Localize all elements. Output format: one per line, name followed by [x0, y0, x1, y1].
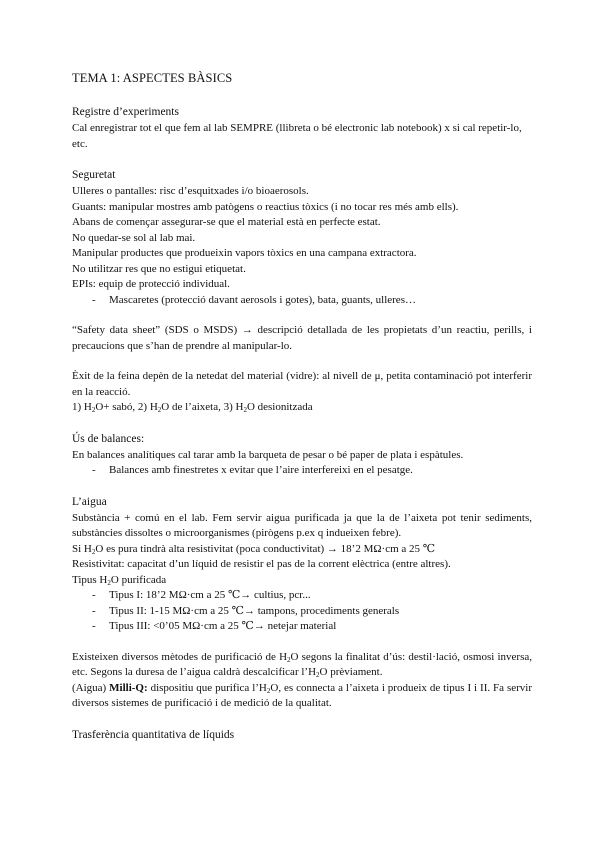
dash-bullet: - — [92, 620, 96, 632]
registre-text: Cal enregistrar tot el que fem al lab SEMPRE (llibreta o bé electronic lab notebook) x si cal repetir-lo, etc. — [72, 122, 522, 150]
dash-bullet: - — [92, 589, 96, 601]
aigua-types-heading: Tipus $H_2O$ purificada — [72, 573, 167, 587]
aigua-resistivity: Si $H_2O$ es pura tindrà alta resistivitat (poca conductivitat) → 18’2 MΩ·cm a 25 ℃ — [72, 542, 436, 556]
seguretat-line: No quedar-se sol al lab mai. — [72, 231, 196, 244]
heading-trasferencia: Trasferència quantitativa de líquids — [72, 728, 235, 741]
list-item — [72, 604, 532, 620]
dash-bullet: - — [92, 293, 96, 306]
heading-seguretat: Seguretat — [72, 169, 116, 181]
milliq-text: (Aigua) Milli-Q: dispositiu que purifica $l’H_2O$, es connecta a l’aixeta i produeix de tipus I i II. Fa servir diversos sistemes de purificació i de medició de la qualitat. — [72, 681, 532, 709]
list-item — [72, 293, 532, 309]
heading-registre: Registre d’experiments — [72, 106, 179, 118]
metodes-text: Existeixen diversos mètodes de purificació de $H_2O$ segons la finalitat d’ús: destil·lació, osmosi inversa, etc. Segons la duresa de l’aigua caldrà descalcificar $l’H_2O$ prèviament. — [72, 650, 532, 679]
exit-text: Èxit de la feina depèn de la netedat del material (vidre): al nivell de μ, petita contaminació pot interferir en la reacció. — [72, 370, 532, 398]
section-exit — [72, 369, 532, 416]
list-item-text: Mascaretes (protecció davant aerosols i gotes), bata, guants, ulleres… — [109, 293, 416, 306]
dash-bullet: - — [92, 604, 96, 617]
seguretat-line: Guants: manipular mostres amb patògens o reactius tòxics (i no tocar res més amb ells). — [72, 200, 459, 213]
section-trasferencia — [72, 727, 532, 743]
dash-bullet: - — [92, 464, 96, 476]
heading-aigua: L’aigua — [72, 495, 107, 508]
seguretat-line: EPIs: equip de protecció individual. — [72, 278, 230, 290]
section-aigua — [72, 494, 532, 635]
seguretat-line: Ulleres o pantalles: risc d’esquitxades i/o bioaerosols. — [72, 185, 309, 197]
balances-text: En balances analítiques cal tarar amb la barqueta de pesar o bé paper de plata i espàtules. — [72, 448, 464, 461]
list-item — [72, 619, 532, 635]
wash-steps: 1) $H_2O+$ sabó, 2) $H_2O$ de l’aixeta, 3) $H_2O$ desionitzada — [72, 401, 313, 414]
document-page — [72, 70, 532, 758]
list-item-text: Balances amb finestretes x evitar que l’aire interfereixi en el pesatge. — [109, 464, 413, 476]
list-item-text: Tipus I: 18’2 MΩ·cm a 25 ℃→ cultius, pcr... — [109, 589, 311, 601]
section-metodes — [72, 650, 532, 712]
section-seguretat — [72, 167, 532, 308]
sds-text: “Safety data sheet” (SDS o MSDS) → descripció detallada de les propietats d’un reactiu, perills, i precaucions que s’han de prendre al manipular-lo. — [72, 324, 532, 352]
section-registre — [72, 104, 532, 152]
section-sds — [72, 323, 532, 354]
seguretat-line: Manipular productes que produeixin vapors tòxics en una campana extractora. — [72, 247, 417, 259]
aigua-text: Substància + comú en el lab. Fem servir aigua purificada ja que la de l’aixeta pot tenir sediments, substàncies dissoltes o microorganismes (pirògens p.ex q indueixen febre). — [72, 511, 532, 539]
list-item — [72, 588, 532, 604]
seguretat-line: Abans de començar assegurar-se que el material està en perfecte estat. — [72, 216, 381, 228]
section-balances — [72, 431, 532, 479]
list-item — [72, 463, 532, 479]
seguretat-line: No utilitzar res que no estigui etiquetat. — [72, 262, 246, 275]
list-item-text: Tipus III: <0’05 MΩ·cm a 25 ℃→ netejar material — [109, 620, 337, 632]
page-title: TEMA 1: ASPECTES BÀSICS — [72, 71, 233, 85]
heading-balances: Ús de balances: — [72, 432, 145, 445]
list-item-text: Tipus II: 1-15 MΩ·cm a 25 ℃→ tampons, procediments generals — [109, 604, 400, 617]
aigua-resist-def: Resistivitat: capacitat d’un líquid de resistir el pas de la corrent elèctrica (entre altres). — [72, 558, 451, 570]
